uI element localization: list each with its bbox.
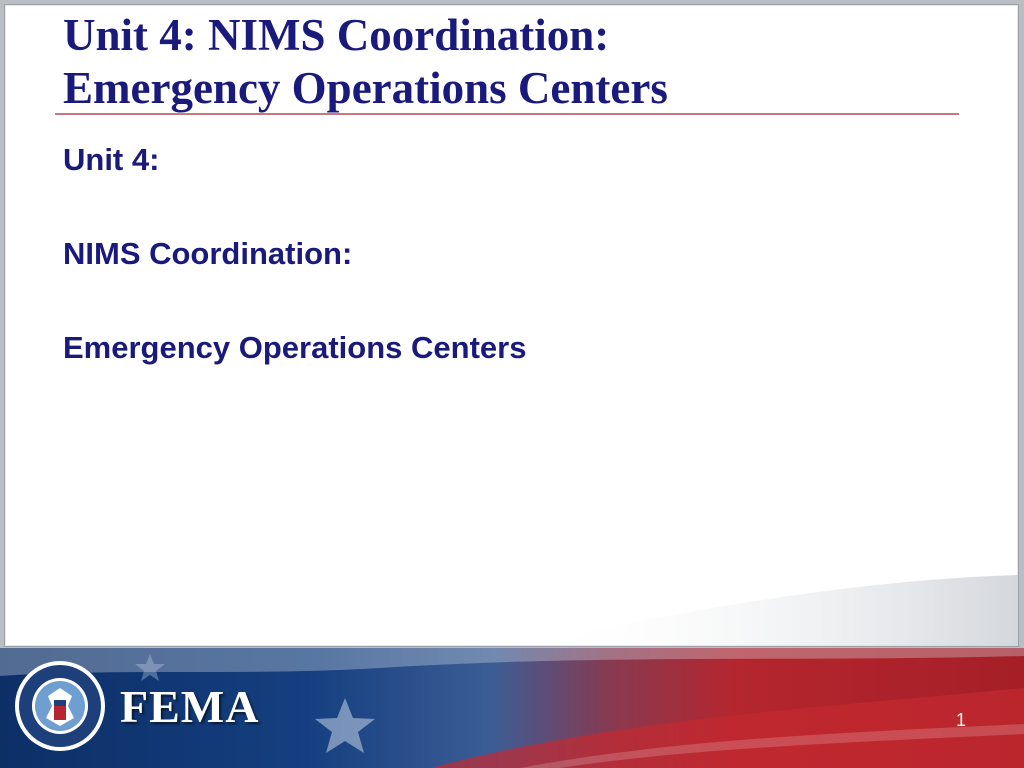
slide-title — [63, 9, 963, 115]
fema-footer-banner — [0, 648, 1024, 768]
slide-title-line: Unit 4: NIMS Coordination: — [63, 10, 610, 60]
page-number: 1 — [955, 710, 966, 730]
body-line-eoc: Emergency Operations Centers — [63, 330, 527, 365]
slide-title-line: Emergency Operations Centers — [63, 63, 668, 113]
slide-content-area — [4, 4, 1019, 647]
title-divider — [55, 113, 959, 115]
slide-body-text — [63, 139, 943, 369]
body-line-unit: Unit 4: — [63, 142, 160, 177]
dhs-seal-icon — [14, 660, 106, 752]
body-line-coordination: NIMS Coordination: — [63, 236, 353, 271]
fema-logo: FEMA — [120, 681, 260, 732]
